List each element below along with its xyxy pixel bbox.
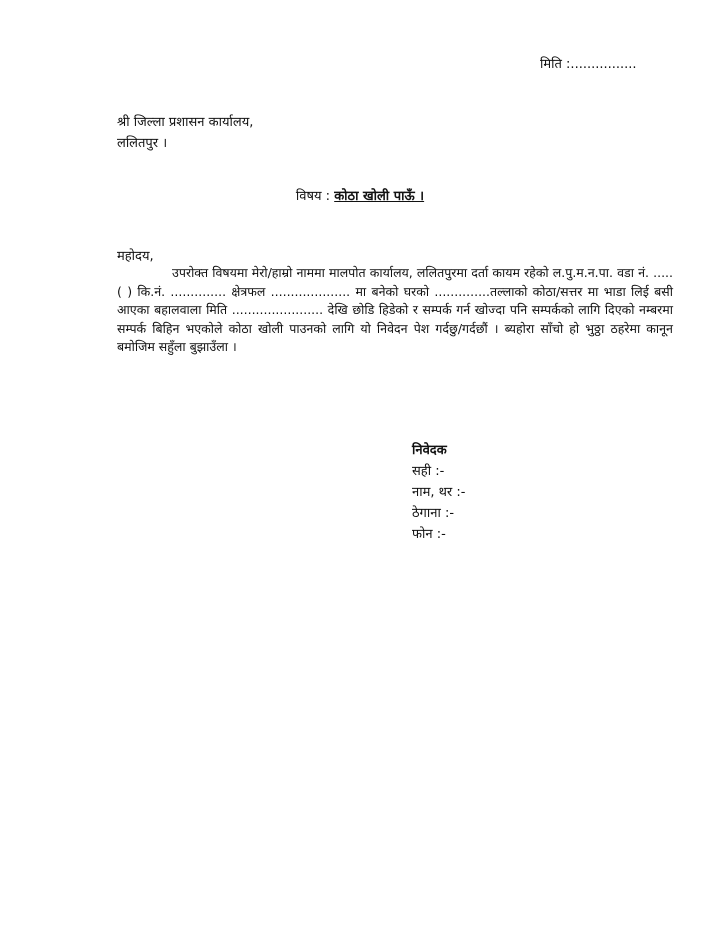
signature-address-field: ठेगाना :- [412,506,455,521]
subject-line [0,186,720,204]
subject-text: कोठा खोली पाऊँ । [334,189,425,204]
signature-block [412,440,465,545]
date-line: मिति :................ [540,57,637,72]
addressee-district: ललितपुर । [117,136,168,151]
salutation: महोदय, [117,249,154,264]
addressee-office: श्री जिल्ला प्रशासन कार्यालय, [117,115,254,130]
signature-sign-field: सही :- [412,464,445,479]
signature-title: निवेदक [412,443,447,458]
letter-body: उपरोक्त विषयमा मेरो/हाम्रो नाममा मालपोत कार्यालय, ललितपुरमा दर्ता कायम रहेको ल.पु.म.न.पा. वडा नं. .....( ) कि.नं. .............. क्षेत्रफल .................... मा बनेको घरको ..............तल्लाको कोठा/सत्तर मा भाडा लिई बसी आएका बहालवाला मिति ....................... देखि छोडि हिडेको र सम्पर्क गर्न खोज्दा पनि सम्पर्कको लागि दिएको नम्बरमा सम्पर्क बिहिन भएकोले कोठा खोली पाउनको लागि यो निवेदन पेश गर्दछु/गर्दछौं । ब्यहोरा साँचो हो भुठ्ठा ठहरेमा कानून बमोजिम सहुँला बुझाउँला । [117,265,673,355]
subject-label: विषय : [295,189,331,204]
addressee-block [117,112,253,154]
signature-name-field: नाम, थर :- [412,485,466,500]
signature-phone-field: फोन :- [412,527,446,542]
